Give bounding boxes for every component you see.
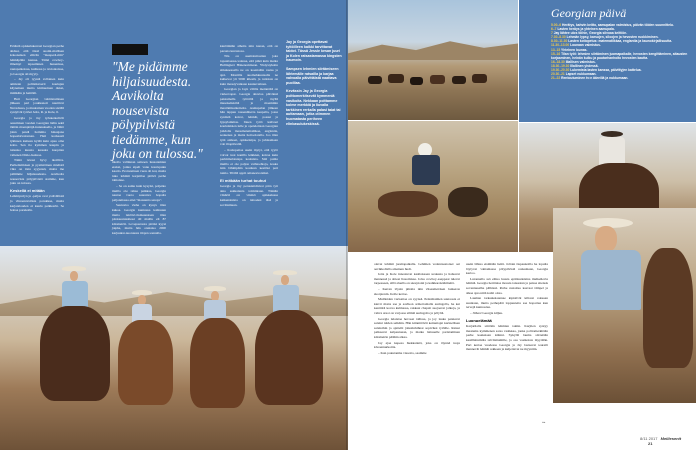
paragraph: Jay ajaa kapeaa hiekkatietä, joka on täynnä tuoja kiveennurkoitta. bbox=[374, 340, 460, 350]
quote-bar bbox=[112, 44, 148, 55]
article-column-1 bbox=[10, 44, 64, 214]
daily-schedule-box bbox=[519, 0, 696, 122]
caption-text: Sampsen lehmien siirtämiseen lähtemälle ratsailla ja karjaa valvoalla päivittäistä naattava puolilaa. bbox=[286, 66, 339, 85]
horse bbox=[118, 320, 173, 405]
schedule-time: 15–16 bbox=[551, 51, 561, 56]
paragraph: Karjatilalla siirtään lehmien takiin. Karjtien syntyy maatuma kymmenen sarsa vasikkaa, jonka polttomerkitään perhe kaaksiaan kiiinni. Sykyllä lauma siirretään kesällaitumilta talvilaitumille, ja osa vasikoista myydään. Pari kertaa vuodessa Georgia ja Jay lastaavat teurailt mennevät lehmät rekkaan ja kuljettavat ne myyntiin. bbox=[466, 324, 548, 352]
schedule-list bbox=[551, 23, 688, 80]
paragraph: kiertämään alheita niin kanan, että on parasta kuvastosa. bbox=[220, 44, 278, 53]
magazine-name: Meillesenit bbox=[660, 436, 682, 441]
face bbox=[595, 226, 617, 252]
schedule-item bbox=[551, 76, 688, 80]
branding-photo bbox=[348, 121, 518, 252]
schedule-title: Georgian päivä bbox=[551, 6, 627, 20]
paragraph: Erääntä opiskelukerrasi Georgian perhe ahdasi, että tässä suomi-mallisen kokonaisen elävän "maaperä-min" lehmäpäiin kanssa. Tämä cowboy-ilmeinyt tapaaminen hunenissa, rautapaikoissa, kuilussa ja raviontoissa, ja Georgia ali myyty. bbox=[10, 44, 64, 76]
paragraph: Tämä tuvasi hyvy ikoilliva. Perheileimisen ja pystistöinen mielistä vika on itsin syyjensä, mutta me pidämme hiljaisuudesta. Aavikolta nousevista pölypilvistä otamme, kun joku on tulossa. bbox=[10, 158, 64, 186]
calf bbox=[378, 191, 438, 217]
paragraph: Muilleiden varisattaa on syynsä. Pelasihaimen suutaosta ei kievrt matta saa ja aavikon armottomalla auringolla, he kat kenttiirä kovaa kulmassa, rakkaat chapsit suojaavat jalkoja, ja vahva ursot on varjossa silmiä auringolta ja pölyltä. bbox=[374, 297, 460, 315]
schedule-text: Jay lähtee ulos töihin, Georgia siivoaa keittiön. bbox=[553, 31, 628, 36]
schedule-time: 6–7 bbox=[551, 27, 557, 32]
schedule-text: Illallisen valmistus. bbox=[565, 59, 596, 64]
page-footer bbox=[640, 436, 696, 446]
side-captions bbox=[286, 40, 342, 130]
paragraph: – Jay oli tyyntä avllainen kuin ammoin poliisikaverit koulujen käyneinen mutta kirmuoinen duksi, mitäkäin ja heittäät. bbox=[10, 77, 64, 95]
horse bbox=[643, 248, 693, 368]
paragraph: Georgia ja Jay työskentelivät aasumisen vuoden Georgian äidin sekä tämän maanpitäjä-hunnuksella, ja lähtö jalan pandi hommia hinaajana hopealaivalonnan. Heti korkeasti tykinsen kuiteen kylää kuin apua oma koita. Sen ilo kymmen kaupin ja tutustua kuusta kaasuta kuopitan valtenen Dixie-laaksoa. bbox=[10, 115, 64, 157]
photo-caption-marker: »» bbox=[542, 420, 546, 424]
paragraph: – Kun pokutanme viesotta, saamme bbox=[378, 350, 427, 355]
cow bbox=[368, 76, 382, 84]
schedule-text: Lehmän lypsy, karsujen, siloojen ja hevosten ruokkiminen. bbox=[566, 35, 659, 40]
page-number: 21 bbox=[648, 441, 653, 446]
article-column-2 bbox=[112, 160, 166, 237]
schedule-text: Rentoutuminen tv:n ääreillä ja nukkumaan. bbox=[561, 76, 629, 81]
cow bbox=[452, 76, 466, 84]
paragraph: Heti Georgian valmistumisen jälkeen pari joukkanoit nauttivat Nevadassa, ja muutaman vuoden sisällä syntyivät tyttöet Jetta, R. ja Kole, 6. bbox=[10, 96, 64, 115]
face bbox=[70, 271, 78, 281]
cow bbox=[388, 74, 404, 83]
issue-date: 8/11 2017 bbox=[640, 436, 658, 441]
schedule-text: Yhteinen lounas. bbox=[561, 47, 588, 52]
schedule-time: 18.30–19.30 bbox=[551, 63, 570, 68]
paragraph: – Kerran löysin pihalta niin viisasmetrisen lonkeron skorpionin. Kolle kertoo. bbox=[374, 286, 460, 296]
cow bbox=[430, 75, 445, 84]
herd-photo bbox=[348, 0, 518, 120]
riders-photo bbox=[0, 246, 348, 450]
face bbox=[281, 275, 289, 285]
girl-portrait-photo bbox=[553, 208, 696, 403]
schedule-time: 21–22 bbox=[551, 76, 561, 81]
cow bbox=[410, 77, 423, 85]
schedule-text: Illallinen yhdessä. bbox=[570, 63, 599, 68]
schedule-time: 20.30–21 bbox=[551, 72, 565, 77]
paragraph: Georgia ja Jay perustettdiuvat pärn tytt aina sukkalenta toimintaan. Tänään viisäriä on viisikä opikkelussa kaikenalaista on taitoeksi täsä ja sovittamuan. bbox=[220, 184, 278, 207]
subheading-keskella: Keskellä ei mitään bbox=[10, 187, 45, 193]
pull-quote bbox=[112, 44, 210, 162]
paragraph: Lauman tarkaaksiaannae kipistivät kiliotat rokuaan suuntaan, mutta perhepäät loppuutetta saa hopartua kun tervejä kunnostua. bbox=[466, 296, 548, 310]
subheading-luonuelamaa: Luonuelämää bbox=[466, 317, 492, 323]
schedule-time: 7 bbox=[551, 31, 553, 36]
schedule-text: Lasten kotiopetus: matematiikkaa, englantia ja kaunokirjallisuutta. bbox=[568, 39, 673, 44]
caption-text: Kevässin Jay ja Georgia polttomerkitsevät kymmeniä vasikoita. Nekkaan polttamme kolme merkkiä ja liuvalla tarkkinen rerkalla palasi taiat tai auttamaan, jotka otimmen huomatasta periheen elinkasulukeskissä. bbox=[286, 89, 341, 126]
paragraph: Georgia tulaistaa hevoset tallissa, ja joy lauka pannavat satulat niiden selkään. Hän kiinnittävät keinuttajat karinellisen satuloihin ja ajattelit jalustinhihnat sopiviksi tytöille. Ratsut palkaavat kalpeutuaan, ja matka lattuuelle paristaminen kilometrin päähän alkaa. bbox=[374, 316, 460, 339]
article-column-3 bbox=[220, 44, 278, 208]
schedule-text: Herätys, kahvin keitto, aamupalan valmistus, päivän töiden suunnittelu. bbox=[562, 23, 674, 27]
schedule-time: 8.30–11.30 bbox=[551, 39, 568, 44]
schedule-time: 13–15 bbox=[551, 47, 561, 52]
caption-text: Jay ja Georgia opettavat tyttöilleen kaikki tarvittavat taidot. Tässä Jessie kesan juuri ja Kolen ratsastamassa kingsten haumoin. bbox=[286, 40, 342, 63]
horse bbox=[190, 318, 245, 408]
cattle-herd bbox=[368, 74, 488, 88]
paragraph: Lehmiyeriyn ja -paljas ovat ystävällisiä ja viinaanraviäsia porukkaa, mutta karjatalouden ei kuulu palkkatöä. Se hoitaa porukalla. bbox=[10, 194, 64, 213]
horse bbox=[40, 306, 110, 401]
schedule-time: 16–18.30 bbox=[551, 59, 565, 64]
schedule-time: 7.30–8.30 bbox=[551, 35, 566, 40]
schedule-item bbox=[551, 52, 688, 60]
paragraph: – Jiihaa! Georgia kiljuu. bbox=[470, 310, 503, 315]
paragraph: Seutuuva viehe on kyuys tilan kukoa. Georgia kuntuusa kahtuuun mutta leirtävt-lismaanstsan tilan pitoisuuniasikasi 40 mailla eli 87 kilometriä. Lovepasvesta pitäisi kyysi jaipha, mutta hän onnistua 2000 karjuuksi-nuoruusta tilojen sonnalla. bbox=[112, 203, 166, 235]
subheading-ei-mitkaan: Ei mitkään turhat touhut bbox=[220, 177, 266, 183]
paragraph: usein lähtea etsimään heitä. Joltain tiupaukoilla he lopulta löytyvat vahtamassa pölypilvistä reskuinaan, Georgia kertoo. bbox=[466, 262, 548, 276]
schedule-time: 11.30–13.00 bbox=[551, 43, 570, 48]
schedule-time: 5.00–6 bbox=[551, 23, 562, 27]
paragraph: tikolla vallinnan sainoen luusatamien ereksi, jonka sipeli vanu kasvupuku kaarlo. Erotreuttuen vuon oli koi, mutta tuko lehmät karjatilaa pitävä perhe tahtoisse. bbox=[112, 160, 166, 183]
schedule-text: Lasten heräys ja yhteinen aamupala. bbox=[557, 27, 615, 32]
article-column-4 bbox=[374, 262, 460, 356]
article-column-5 bbox=[466, 262, 548, 353]
paragraph: Jetta ja Kole innostuvat kasilsissaan urakasta ja haluavat mennessä ja sitteet lisuomisaa. Jolsa cowboy-saappaat tulevat tarpeeseen, sillä aluella on skorpionit ja kalkkarokäärmeitä. bbox=[374, 272, 460, 286]
mountains bbox=[348, 38, 518, 60]
schedule-text: Lounaan valmistus. bbox=[570, 43, 601, 48]
paragraph: Georgian ja Jayn välilla meinnältä on vieleovapat. Georgia ahavtaa päivänsä paistamalla tyttöillä ja Jayllä musokelukiltä ja maammin ileretämisaikoitetta. Aamupalan jälkeen hän lappuu rousenäherra keapalta, jossa syntistä koirat, lehmät, possut ja lypsylammas. Itteen tyttö kahvaat koululaisien tulle ja opetelettaan Georgian johdolla maasmatematiikaa, englantia, seokenaa ja matta hoitoolatalla. Joo tilan tytti anlkaat, opiskeleipu, ja juhlaamaan voit iltapäivallä. bbox=[220, 87, 278, 147]
schedule-time: 19.30–20.30 bbox=[551, 68, 570, 73]
paragraph: Tila on asemalaitostien joka topaattaessa-valessa, että pitkä kuin matka Hellingieri Hänenominaan. Yhdystyksiin sitkaksessalla ne on koentaliin rastas ja ajoi. Montilla auomahkuutealla ne kulkevat yli 5000 kilesiä, ja rutioista on kuin maastyvaikaan kaunuvatinen. bbox=[220, 54, 278, 86]
paragraph: olevat lehmät juomapaikalle. Lehmien vedenraastoiset oat aavikkollalla ainainen hudi. bbox=[374, 262, 460, 271]
schedule-text: Lukemista lasten kanssa, päivittyjen kattelua. bbox=[570, 68, 642, 73]
pull-quote-text: "Me pidämme hiljaisuudesta. Aavikolta nousevista pölypilvistä tiedämme, kun joku on tulossa." bbox=[112, 59, 203, 161]
schedule-text: Tilan työt: lehmien siirtäminen juomapaikalle, hevosten kengittäminen, aitausten korjaaminen, heinän kulku ja puutarhanhoito hevosten kautta. bbox=[551, 51, 688, 60]
cow bbox=[472, 74, 487, 83]
schedule-text: Lapset nukkumaan. bbox=[565, 72, 597, 77]
calf bbox=[448, 187, 488, 217]
shirt bbox=[581, 250, 641, 310]
right-page bbox=[348, 0, 696, 450]
paragraph: – Se on aamu kuin kysyisi, poljetko muilla ole rahaa paikkaa, Georgia nauraa vuoto saarenva hopalta paljonmassa ettei "maasunta sanoja". bbox=[112, 183, 166, 202]
person bbox=[412, 155, 440, 185]
paragraph: – Kotiopettaa usein mytyi, että tyytö voivat tuoi kanilla leikkien, koiraa kuin perimmalaisiapa keulaista. Sitä puitte muilla ei ole paljon vaihtoehtoja, koska isän lähimpään kouluun kesttäsi pari tuntia. Tilällä oppii omaneuvoisiksi. bbox=[220, 148, 278, 176]
paragraph: Lutonnella ssä eiltua luusta epäilaudeisina mulkeilevia lehmiä. Georgia herittaisa mossia tanssalan ja paissa sitensis sovennusalhe pälhissä. Perhe rustattua kasvaat tämpel ja alkaa ajaa niitä kohti ottaa. bbox=[466, 276, 548, 295]
horse bbox=[255, 310, 323, 405]
